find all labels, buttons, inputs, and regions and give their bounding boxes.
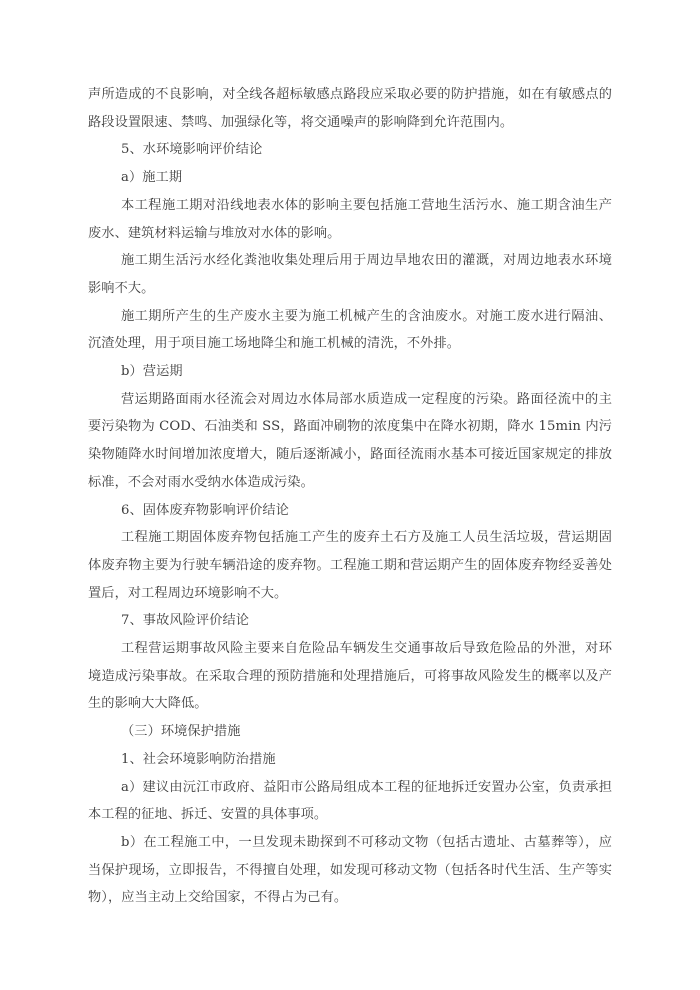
paragraph: 工程营运期事故风险主要来自危险品车辆发生交通事故后导致危险品的外泄，对环境造成污染事故。在采取合理的预防措施和处理措施后，可将事故风险发生的概率以及产生的影响大大降低。 xyxy=(88,641,612,712)
paragraph: 营运期路面雨水径流会对周边水体局部水质造成一定程度的污染。路面径流中的主要污染物为 COD、石油类和 SS，路面冲刷物的浓度集中在降水初期，降水 15min 内污染物随降水时间增加浓度增大，随后逐渐减小，路面径流雨水基本可接近国家规定的排放标准，不会对雨水受纳水体造成污染。 xyxy=(88,391,612,490)
paragraph: a）建议由沅江市政府、益阳市公路局组成本工程的征地拆迁安置办公室，负责承担本工程的征地、拆迁、安置的具体事项。 xyxy=(88,779,612,823)
paragraph: 声所造成的不良影响，对全线各超标敏感点路段应采取必要的防护措施，如在有敏感点的路段设置限速、禁鸣、加强绿化等，将交通噪声的影响降到允许范围内。 xyxy=(88,87,612,130)
section-heading: 1、社会环境影响防治措施 xyxy=(121,751,276,767)
paragraph: 本工程施工期对沿线地表水体的影响主要包括施工营地生活污水、施工期含油生产废水、建筑材料运输与堆放对水体的影响。 xyxy=(88,197,612,241)
section-heading: 5、水环境影响评价结论 xyxy=(121,142,263,158)
section-heading: 6、固体废弃物影响评价结论 xyxy=(121,502,289,518)
section-heading: （三）环境保护措施 xyxy=(121,724,241,740)
paragraph: b）在工程施工中，一旦发现未勘探到不可移动文物（包括古遗址、古墓葬等），应当保护现场，立即报告，不得擅自处理，如发现可移动文物（包括各时代生活、生产等实物），应当主动上交给国家，不得占为己有。 xyxy=(88,834,612,906)
section-heading: 7、事故风险评价结论 xyxy=(121,613,250,629)
paragraph: 施工期所产生的生产废水主要为施工机械产生的含油废水。对施工废水进行隔油、沉渣处理，用于项目施工场地降尘和施工机械的清洗，不外排。 xyxy=(88,308,612,352)
paragraph: 施工期生活污水经化粪池收集处理后用于周边旱地农田的灌溉，对周边地表水环境影响不大。 xyxy=(88,253,612,296)
paragraph: 工程施工期固体废弃物包括施工产生的废弃土石方及施工人员生活垃圾，营运期固体废弃物主要为行驶车辆沿途的废弃物。工程施工期和营运期产生的固体废弃物经妥善处置后，对工程周边环境影响不大。 xyxy=(88,530,612,601)
section-heading: a）施工期 xyxy=(121,170,183,186)
document-content xyxy=(88,81,612,912)
section-heading: b）营运期 xyxy=(121,364,183,380)
